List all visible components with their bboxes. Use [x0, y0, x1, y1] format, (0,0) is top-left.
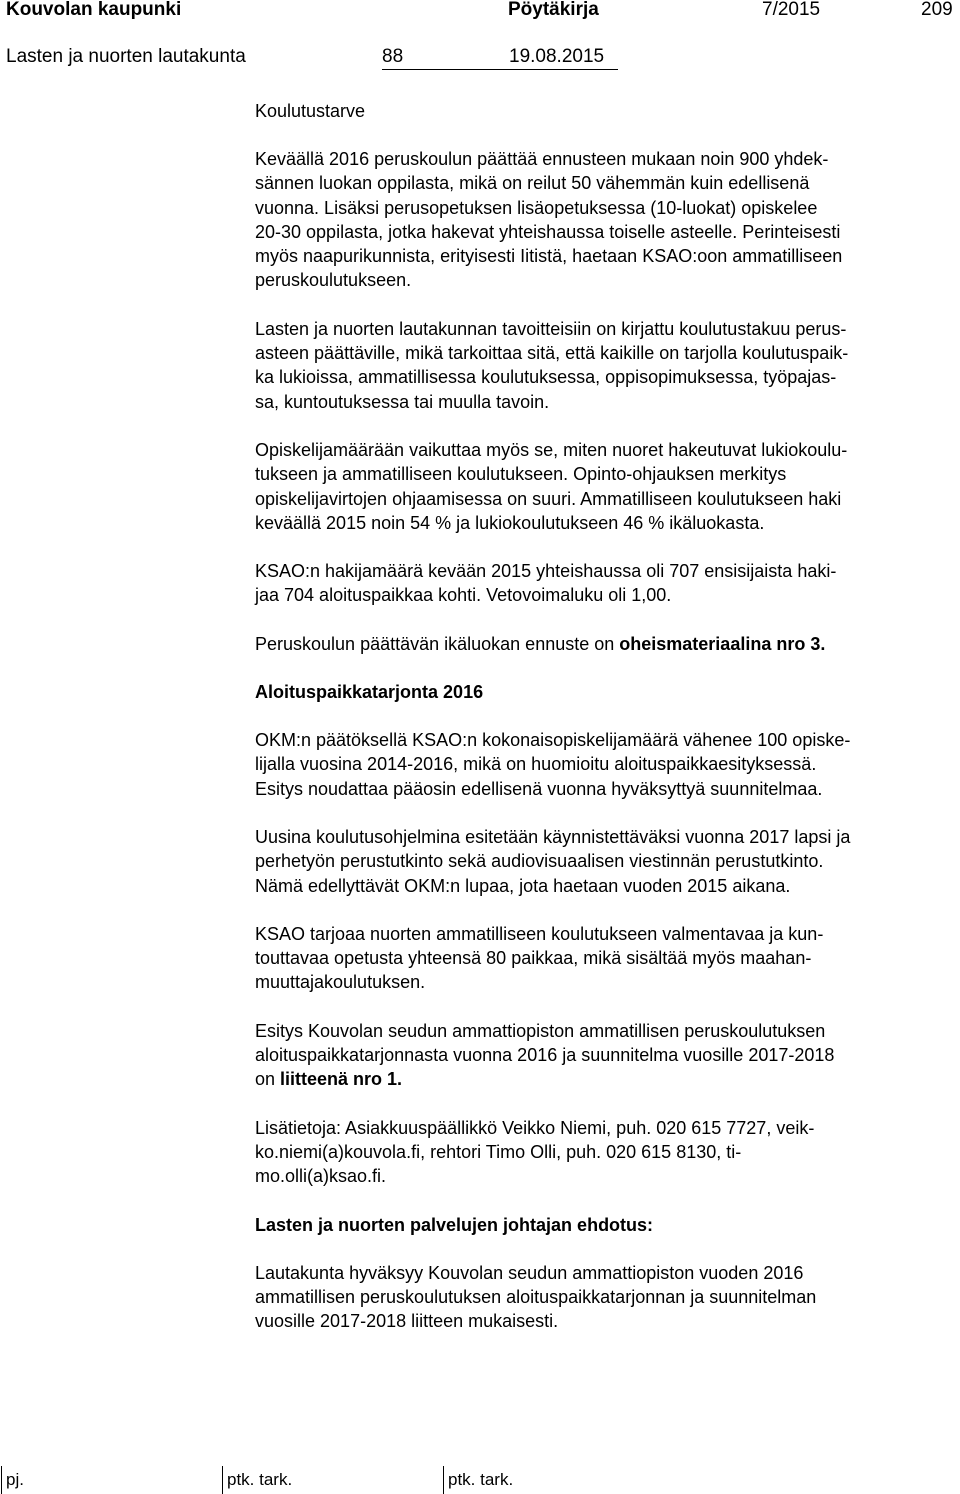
text-line	[255, 632, 960, 656]
text-line: ammatillisen peruskoulutuksen aloituspaikkatarjonnan ja suunnitelman	[255, 1286, 817, 1307]
signature-divider	[222, 1466, 223, 1494]
attachment-3-reference: oheismateriaalina nro 3.	[619, 633, 826, 654]
text-line: muuttajakoulutuksen.	[255, 972, 426, 993]
page-number: 209	[921, 0, 953, 20]
text-line: perhetyön perustutkinto sekä audiovisuaalisen viestinnän perustutkinto.	[255, 851, 824, 872]
text-line: Nämä edellyttävät OKM:n lupaa, jota haetaan vuoden 2015 aikana.	[255, 875, 791, 896]
doc-type: Pöytäkirja	[508, 0, 599, 20]
text-line: asteen päättäville, mikä tarkoittaa sitä, että kaikille on tarjolla koulutuspaik-	[255, 343, 849, 364]
text-line: jaa 704 aloituspaikkaa kohti. Vetovoimaluku oli 1,00.	[255, 585, 672, 606]
attachment-prefix: on	[255, 1069, 281, 1090]
text-line: tukseen ja ammatilliseen koulutukseen. Opinto-ohjauksen merkitys	[255, 464, 787, 485]
text-line: Esitys Kouvolan seudun ammattiopiston ammatillisen peruskoulutuksen	[255, 1020, 826, 1041]
aloituspaikka-heading: Aloituspaikkatarjonta 2016	[255, 682, 484, 703]
text-line	[255, 1067, 960, 1091]
text-line: myös naapurikunnista, erityisesti Iitistä, haetaan KSAO:oon ammatilliseen	[255, 246, 843, 267]
text-line: Lisätietoja: Asiakkuuspäällikkö Veikko Niemi, puh. 020 615 7727, veik-	[255, 1117, 815, 1138]
chair-signature-label: pj.	[6, 1470, 24, 1489]
minutes-checker-label: ptk. tark.	[227, 1470, 293, 1489]
paragraph-education-guarantee	[255, 317, 960, 414]
text-line: ko.niemi(a)kouvola.fi, rehtori Timo Olli, puh. 020 615 8130, ti-	[255, 1141, 742, 1162]
paragraph-applicants	[255, 559, 960, 608]
text-line: mo.olli(a)ksao.fi.	[255, 1166, 387, 1187]
paragraph-attachment-3	[255, 632, 960, 656]
koulutustarve-heading: Koulutustarve	[255, 101, 366, 121]
text-line: sännen luokan oppilasta, mikä on reilut 50 vähemmän kuin edellisenä	[255, 173, 810, 194]
paragraph-forecast	[255, 147, 960, 293]
text-line: KSAO:n hakijamäärä kevään 2015 yhteishaussa oli 707 ensisijaista haki-	[255, 561, 837, 582]
meeting-date: 19.08.2015	[509, 46, 605, 67]
text-line: aloituspaikkatarjonnasta vuonna 2016 ja suunnitelma vuosille 2017-2018	[255, 1045, 835, 1066]
text-line: ka lukioissa, ammatillisessa koulutuksessa, oppisopimuksessa, työpajas-	[255, 367, 837, 388]
text-line: keväällä 2015 noin 54 % ja lukiokoulutukseen 46 % ikäluokasta.	[255, 512, 765, 533]
text-line: vuonna. Lisäksi perusopetuksen lisäopetuksessa (10-luokat) opiskelee	[255, 197, 818, 218]
issue-number: 7/2015	[762, 0, 821, 20]
text-line: 20-30 oppilasta, jotka hakevat yhteishaussa toiselle asteelle. Perinteisesti	[255, 221, 841, 242]
board-name: Lasten ja nuorten lautakunta	[6, 46, 246, 67]
text-line: Lasten ja nuorten lautakunnan tavoitteisiin on kirjattu koulutustakuu perus-	[255, 318, 847, 339]
text-line: Uusina koulutusohjelmina esitetään käynnistettäväksi vuonna 2017 lapsi ja	[255, 826, 851, 847]
proposal-heading: Lasten ja nuorten palvelujen johtajan ehdotus:	[255, 1214, 654, 1235]
minutes-checker-label: ptk. tark.	[448, 1470, 514, 1489]
paragraph-proposal-attachment	[255, 1019, 960, 1092]
text-line: Esitys noudattaa pääosin edellisenä vuonna hyväksyttyä suunnitelmaa.	[255, 778, 823, 799]
signature-divider	[1, 1466, 2, 1494]
org-name: Kouvolan kaupunki	[6, 0, 182, 20]
header-underline	[382, 69, 618, 70]
signature-divider	[443, 1466, 444, 1494]
paragraph-student-flows	[255, 438, 960, 535]
paragraph-okm-decision	[255, 728, 960, 801]
paragraph-contact-info	[255, 1116, 960, 1189]
text-line: Lautakunta hyväksyy Kouvolan seudun ammattiopiston vuoden 2016	[255, 1262, 804, 1283]
paragraph-decision	[255, 1261, 960, 1334]
paragraph-new-programs	[255, 825, 960, 898]
text-line: sa, kuntoutuksessa tai muulla tavoin.	[255, 391, 550, 412]
text-line: opiskelijavirtojen ohjaamisessa on suuri. Ammatilliseen koulutukseen haki	[255, 488, 842, 509]
text-line: peruskoulutukseen.	[255, 270, 412, 291]
text-line: touttavaa opetusta yhteensä 80 paikkaa, mikä sisältää myös maahan-	[255, 948, 812, 969]
text-line: Opiskelijamäärään vaikuttaa myös se, miten nuoret hakeutuvat lukiokoulu-	[255, 439, 848, 460]
text-line: Keväällä 2016 peruskoulun päättää ennusteen mukaan noin 900 yhdek-	[255, 149, 829, 169]
document-body	[255, 99, 960, 1357]
text-line: lijalla vuosina 2014-2016, mikä on huomioitu aloituspaikkaesityksessä.	[255, 754, 817, 775]
text-line: vuosille 2017-2018 liitteen mukaisesti.	[255, 1311, 559, 1332]
section-number: 88	[382, 46, 404, 67]
text-line: KSAO tarjoaa nuorten ammatilliseen koulutukseen valmentavaa ja kun-	[255, 923, 824, 944]
attachment-text: Peruskoulun päättävän ikäluokan ennuste on	[255, 633, 620, 654]
paragraph-preparatory	[255, 922, 960, 995]
attachment-1-reference: liitteenä nro 1.	[280, 1069, 403, 1090]
text-line: OKM:n päätöksellä KSAO:n kokonaisopiskelijamäärä vähenee 100 opiske-	[255, 730, 851, 751]
